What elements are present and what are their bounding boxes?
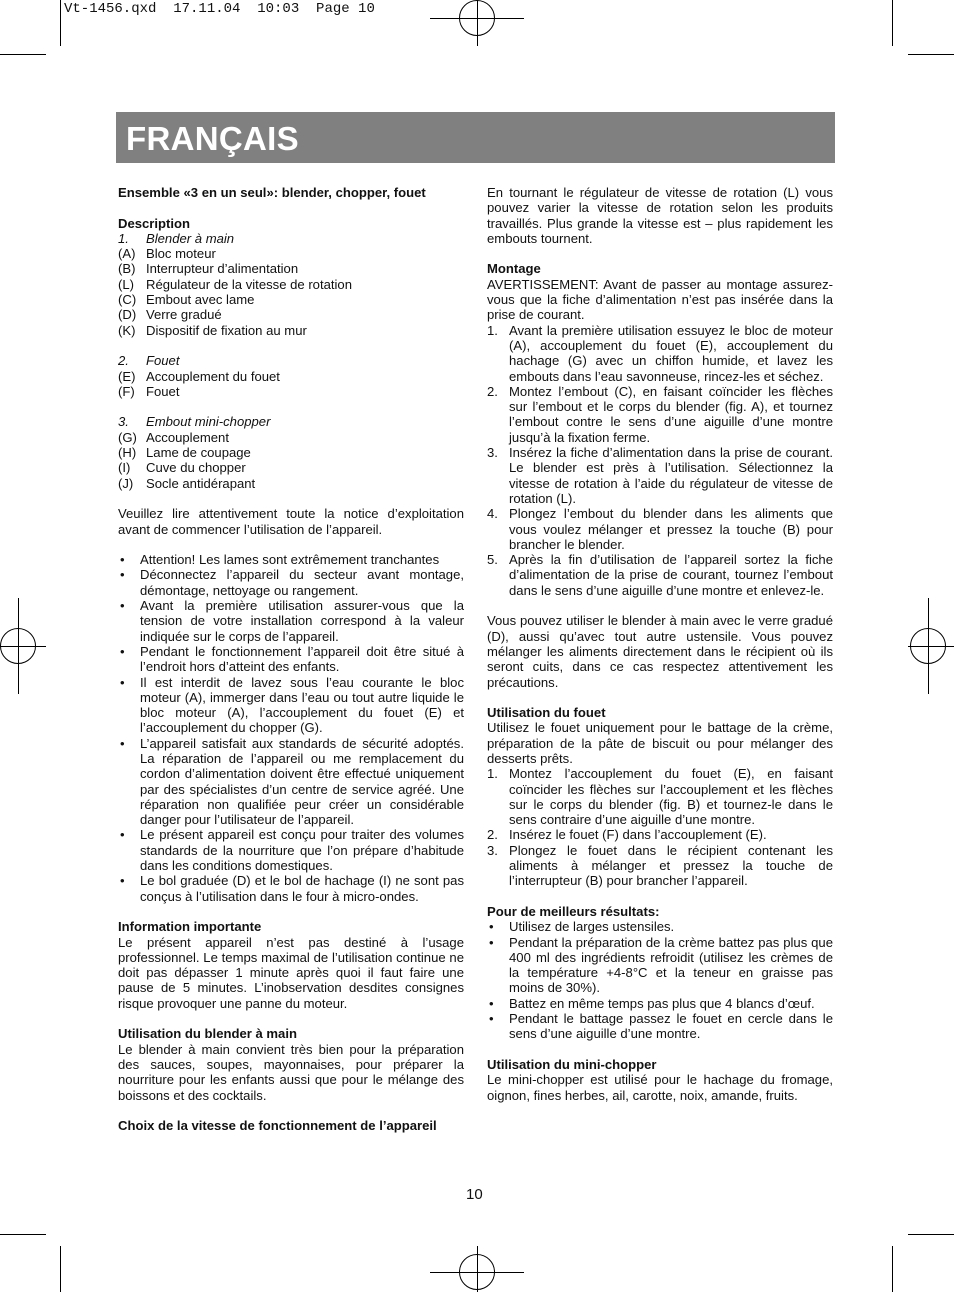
- verre-paragraph: Vous pouvez utiliser le blender à main avec le verre gradué (D), aussi qu’avec tout autre ustensile. Vous pouvez mélanger les aliments directement dans le récipient où ils seront cuits, dans ce cas respectez attentivement les précautions.: [487, 613, 833, 690]
- description-heading: Description: [118, 215, 191, 231]
- page-title: FRANÇAIS: [126, 120, 299, 157]
- list-item: (E) Accouplement du fouet: [118, 368, 280, 384]
- list-item: (H) Lame de coupage: [118, 445, 251, 461]
- list-item: • Pendant le battage passez le fouet en cercle dans le sens d’une aiguille d’une montre.: [489, 1011, 833, 1042]
- list-item: • Pendant le fonctionnement l’appareil doit être situé à l’endroit hors d’atteint des enfants.: [120, 643, 464, 675]
- list-item: 1. Montez l’accouplement du fouet (E), en faisant coïncider les flèches sur l’accouplement et les flèches sur le corps du blender (fig. B) et tournez-le dans le sens contraire d’une aiguille d’une montre.: [487, 766, 833, 828]
- group-name: Blender à main: [146, 230, 235, 246]
- list-item: (L) Régulateur de la vitesse de rotation: [118, 276, 352, 292]
- list-item: 3. Plongez le fouet dans le récipient contenant les aliments à mélanger et pressez la touche de l’interrupteur (B) pour brancher l’appareil.: [487, 842, 833, 889]
- list-item: • Le bol graduée (D) et le bol de hachage (I) ne sont pas conçus à l’utilisation dans le four à micro-ondes.: [120, 873, 464, 904]
- info-paragraph: Le présent appareil n’est pas destiné à l’usage professionnel. Le temps maximal de l’utilisation continue ne doit pas dépasser 1 minute après quoi il faut faire une pause de 5 minutes. L’inobservation desdites consignes risque provoquer une panne du moteur.: [118, 934, 464, 1011]
- safety-bullets: [118, 552, 464, 904]
- list-item: • Il est interdit de lavez sous l’eau courante le bloc moteur (A), immerger dans l’eau ou tout autre liquide le bloc moteur (A), l’accouplement du fouet (E) et l’accouplement du chopper (G).: [120, 674, 464, 736]
- crop-mark-bottom-left-v: [60, 1246, 61, 1292]
- page-number: 10: [466, 1186, 483, 1203]
- speed-paragraph: En tournant le régulateur de vitesse de rotation (L) vous pouvez varier la vitesse de rotation selon les produits travaillés. Plus grande la vitesse est – plus rapidement les embouts tournent.: [487, 185, 833, 246]
- montage-heading: Montage: [487, 261, 541, 277]
- list-item: • Pendant la préparation de la crème battez pas plus que 400 ml des ingrédients refroidit (utilisez les crèmes de la température +4-8°C et la teneur en graisse pas moins de 30%).: [489, 934, 833, 996]
- list-item: 2. Montez l’embout (C), en faisant coïncider les flèches sur l’embout et le corps du blender (fig. A), et tournez l’embout contre le sens d’une aiguille d’une montre jusqu’à la fixation ferme.: [487, 383, 833, 445]
- list-item: (I) Cuve du chopper: [118, 460, 246, 476]
- list-item: • Utilisez de larges ustensiles.: [489, 919, 675, 935]
- group-name: Fouet: [146, 353, 180, 369]
- fouet-heading: Utilisation du fouet: [487, 705, 606, 721]
- list-item: 1. Avant la première utilisation essuyez le bloc de moteur (A), accouplement du fouet (E), accouplement du hachage (G) avec un chiffon humide, et lavez les embouts dans l’eau savonneuse, rincez-les et séchez.: [487, 322, 833, 384]
- list-item: • Le présent appareil est conçu pour traiter des volumes standards de la nourriture que l’on prépare d’habitude dans les conditions domestiques.: [120, 827, 464, 874]
- montage-steps: [487, 323, 833, 598]
- results-bullets: [487, 919, 833, 1041]
- list-item: (K) Dispositif de fixation au mur: [118, 322, 307, 338]
- parts-group-3: 3. Embout mini-chopper (G) Accouplement (H) Lame de coupage (I) Cuve du chopper (J) Socle antidérapant: [118, 414, 464, 490]
- crop-mark-top-right-h: [908, 54, 954, 55]
- list-item: 3. Insérez la fiche d’alimentation dans la prise de courant. Le blender est près à l’utilisation. Sélectionnez la vitesse de rotation à l’aide du régulateur de vitesse de rotation (L).: [487, 445, 833, 506]
- list-item: • Déconnectez l’appareil du secteur avant montage, démontage, nettoyage ou rangement.: [120, 567, 464, 598]
- intro-paragraph: Veuillez lire attentivement toute la notice d’exploitation avant de commencer l’utilisation de l’appareil.: [118, 506, 464, 537]
- list-item: • Avant la première utilisation assurer-vous que la tension de votre installation correspond à la valeur indiquée sur le corps de l’appareil.: [120, 598, 464, 644]
- fouet-paragraph: Utilisez le fouet uniquement pour le battage de la crème, préparation de la pâte de biscuit ou pour mélanger des desserts prêts.: [487, 720, 833, 766]
- crop-mark-top-left-v: [60, 0, 61, 46]
- chopper-paragraph: Le mini-chopper est utilisé pour le hachage du fromage, oignon, fines herbes, ail, carotte, noix, amande, fruits.: [487, 1072, 833, 1103]
- crop-mark-bottom-right-h: [908, 1234, 954, 1235]
- list-item: • Battez en même temps pas plus que 4 blancs d’œuf.: [489, 995, 815, 1011]
- list-item: • Attention! Les lames sont extrêmement tranchantes: [120, 552, 440, 568]
- left-column: [118, 185, 464, 1133]
- list-item: • L’appareil satisfait aux standards de sécurité adoptés. La réparation de l’appareil ou me remplacement du cordon d’alimentation doivent être effectué uniquement par des spécialistes d’un centre de service agréé. Une réparation non qualifiée peur créer un considérable danger pour l’utilisateur de l’appareil.: [120, 735, 464, 828]
- blender-heading: Utilisation du blender à main: [118, 1026, 297, 1042]
- crop-mark-top-left-h: [0, 54, 46, 55]
- blender-paragraph: Le blender à main convient très bien pour la préparation des sauces, soupes, mayonnaises, pour préparer la nourriture pour les enfants aussi que pour le mélange des boissons et des cocktails.: [118, 1041, 464, 1103]
- crop-mark-top-right-v: [892, 0, 893, 46]
- list-item: (J) Socle antidérapant: [118, 475, 256, 491]
- print-slug: Vt-1456.qxd 17.11.04 10:03 Page 10: [64, 1, 375, 17]
- list-item: (A) Bloc moteur: [118, 246, 216, 262]
- parts-group-1: 1. Blender à main (A) Bloc moteur (B) Interrupteur d’alimentation (L) Régulateur de la vitesse de rotation (C) Embout avec lame (D) Verre gradué (K) Dispositif de fixation au mur: [118, 231, 464, 338]
- results-heading: Pour de meilleurs résultats:: [487, 903, 660, 919]
- list-item: 2. Insérez le fouet (F) dans l’accouplement (E).: [487, 827, 767, 843]
- list-item: (G) Accouplement: [118, 429, 229, 445]
- montage-warning: AVERTISSEMENT: Avant de passer au montage assurez-vous que la fiche d’alimentation n’est pas insérée dans la prise de courant.: [487, 276, 833, 323]
- chopper-heading: Utilisation du mini-chopper: [487, 1056, 657, 1072]
- parts-group-2: 2. Fouet (E) Accouplement du fouet (F) Fouet: [118, 353, 464, 399]
- right-column: [487, 185, 833, 1103]
- fouet-steps: [487, 766, 833, 888]
- list-item: (F) Fouet: [118, 383, 180, 399]
- list-item: (C) Embout avec lame: [118, 292, 255, 308]
- speed-heading: Choix de la vitesse de fonctionnement de l’appareil: [118, 1118, 437, 1134]
- section-title: Ensemble «3 en un seul»: blender, chopper, fouet: [118, 185, 426, 200]
- group-name: Embout mini-chopper: [146, 414, 271, 430]
- crop-mark-bottom-right-v: [892, 1246, 893, 1292]
- language-banner: [116, 112, 835, 163]
- list-item: (B) Interrupteur d’alimentation: [118, 261, 299, 277]
- list-item: 5. Après la fin d’utilisation de l’appareil sortez la fiche d’alimentation de la prise de courant, tournez l’embout dans le sens d’une aiguille d’une montre et enlevez-le.: [487, 552, 833, 598]
- list-item: (D) Verre gradué: [118, 307, 222, 323]
- list-item: 4. Plongez l’embout du blender dans les aliments que vous voulez mélanger et pressez la touche (B) pour brancher le blender.: [487, 506, 833, 552]
- info-heading: Information importante: [118, 919, 262, 935]
- crop-mark-bottom-left-h: [0, 1234, 46, 1235]
